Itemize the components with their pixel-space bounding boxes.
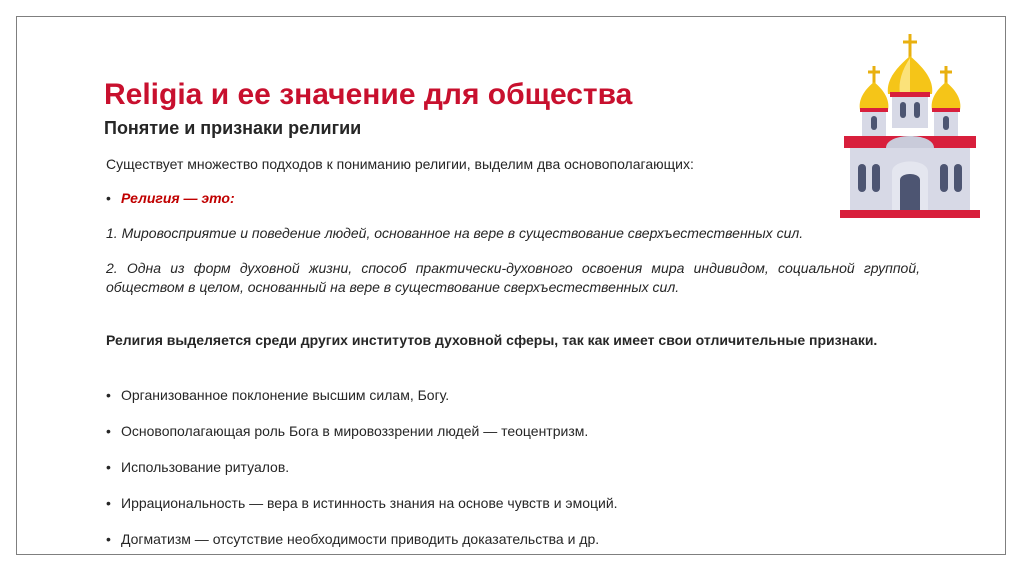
list-item <box>106 530 920 566</box>
slide-title <box>104 76 632 114</box>
bullet-marker: • <box>106 423 111 439</box>
slide-subtitle: Понятие и признаки религии <box>104 118 362 138</box>
list-item <box>106 458 920 494</box>
definition-2: 2. Одна из форм духовной жизни, способ практически-духовного освоения мира индивидом, социальной группой, обществом в целом, основанный на вере в существование сверхъестественных сил. <box>106 260 920 295</box>
title-rest: и ее значение для общества <box>202 78 633 111</box>
red-heading-text: Религия — это: <box>121 190 235 206</box>
bullet-marker: • <box>106 495 111 511</box>
bullet-marker: • <box>106 531 111 547</box>
religion-definition-heading <box>106 189 920 208</box>
title-prefix: Religia <box>104 78 203 111</box>
bullet-marker: • <box>106 190 111 206</box>
feature-text: Организованное поклонение высшим силам, Богу. <box>121 387 450 403</box>
features-lead: Религия выделяется среди других институтов духовной сферы, так как имеет свои отличительные признаки. <box>106 332 878 348</box>
feature-text: Догматизм — отсутствие необходимости приводить доказательства и др. <box>121 531 600 547</box>
church-with-golden-domes-icon <box>836 32 984 220</box>
list-item <box>106 494 920 530</box>
feature-text: Иррациональность — вера в истинность знания на основе чувств и эмоций. <box>121 495 618 511</box>
definition-1: 1. Мировосприятие и поведение людей, основанное на вере в существование сверхъестественных сил. <box>106 225 804 241</box>
list-item <box>106 422 920 458</box>
bullet-marker: • <box>106 459 111 475</box>
feature-text: Использование ритуалов. <box>121 459 290 475</box>
list-item <box>106 386 920 422</box>
intro-paragraph: Существует множество подходов к пониманию религии, выделим два основополагающих: <box>106 156 694 172</box>
feature-text: Основополагающая роль Бога в мировоззрении людей — теоцентризм. <box>121 423 589 439</box>
features-list <box>106 386 920 566</box>
bullet-marker: • <box>106 387 111 403</box>
